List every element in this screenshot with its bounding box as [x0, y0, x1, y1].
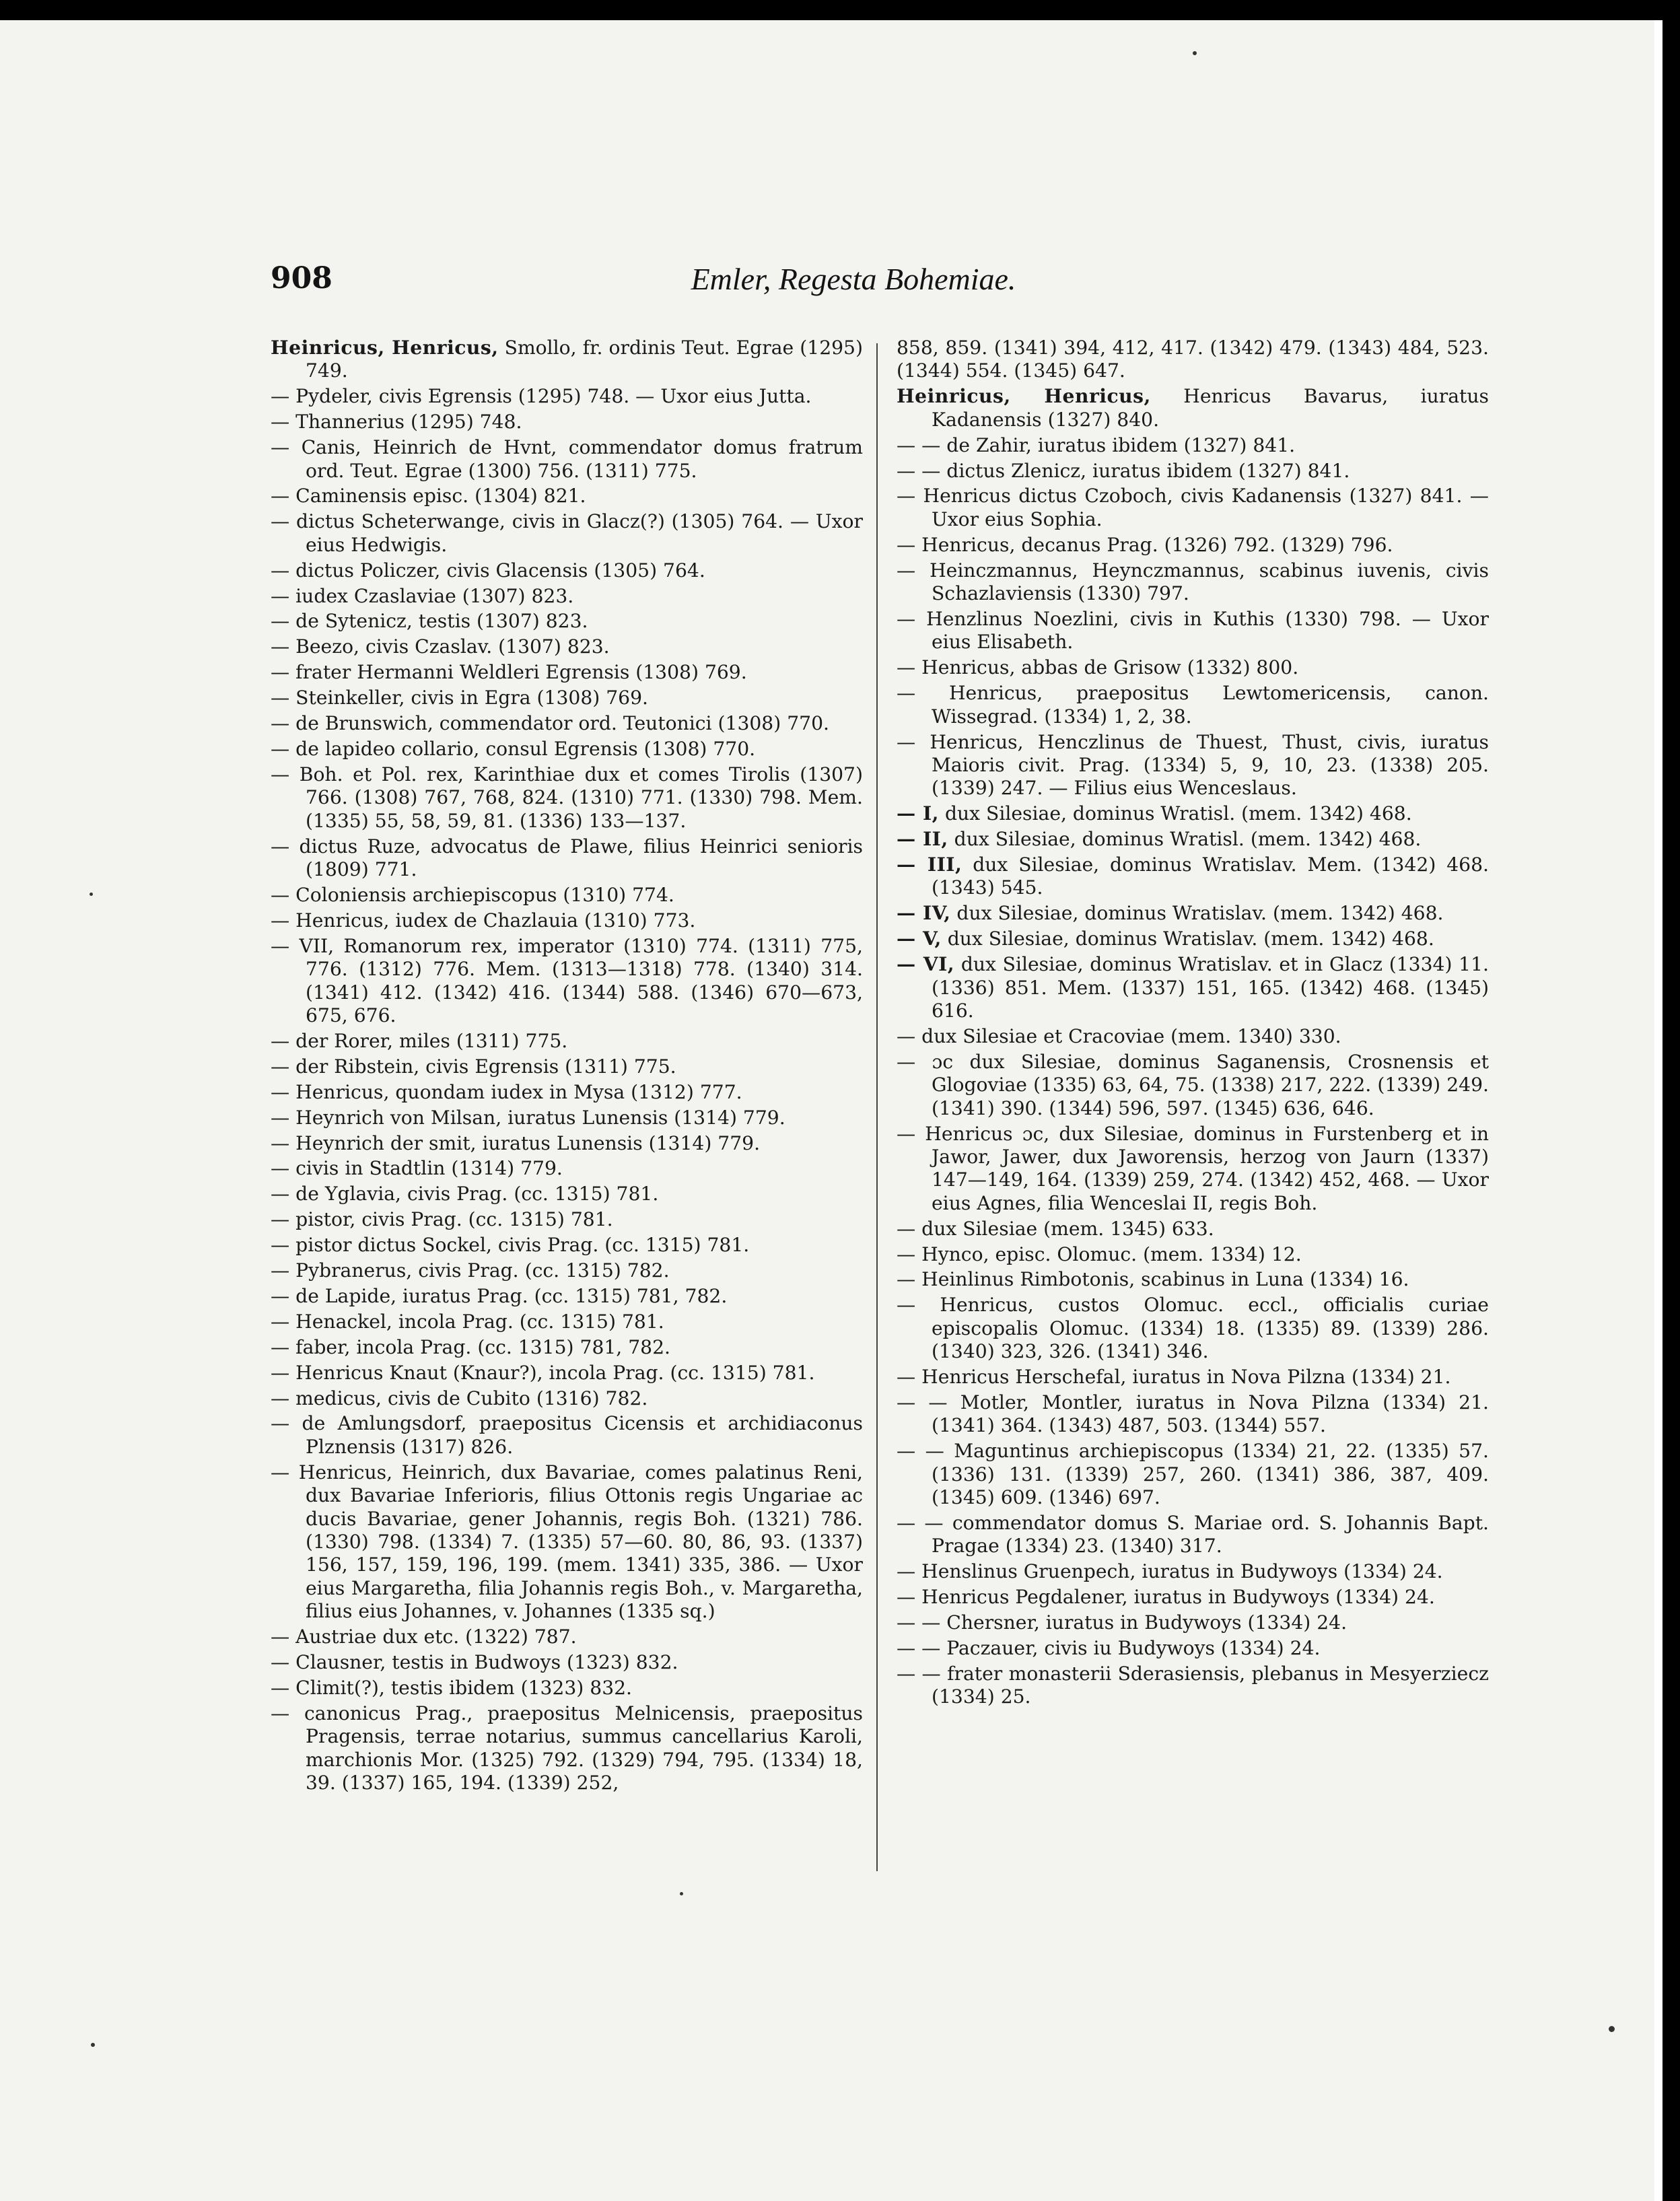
entry-text: — civis in Stadtlin (1314) 779.	[271, 1157, 563, 1180]
entry-text: — de Lapide, iuratus Prag. (cc. 1315) 781, 782.	[271, 1284, 728, 1307]
index-entry	[897, 853, 1489, 900]
index-entry	[897, 1123, 1489, 1216]
index-entry	[271, 1030, 863, 1053]
entry-text: — Henricus, Heinrich, dux Bavariae, comes palatinus Reni, dux Bavariae Inferioris, filius Ottonis regis Ungariae ac ducis Bavariae, gener Johannis, regis Boh. (1321) 786. (1330) 798. (1334) 7. (1335) 57—60. 80, 86, 93. (1337) 156, 157, 159, 196, 199. (mem. 1341) 335, 386. — Uxor eius Margaretha, filia Johannis regis Boh., v. Margaretha, filius eius Johannes, v. Johannes (1335 sq.)	[271, 1461, 863, 1623]
entry-text: dux Silesiae, dominus Wratisl. (mem. 1342) 468.	[939, 802, 1412, 825]
entry-text: — Henricus dictus Czoboch, civis Kadanensis (1327) 841. — Uxor eius Sophia.	[897, 485, 1489, 530]
index-entry	[897, 928, 1489, 950]
entry-text: — Henricus ɔc, dux Silesiae, dominus in Furstenberg et in Jawor, Jawer, dux Jaworensis, herzog von Jaurn (1337) 147—149, 164. (1339) 259, 274. (1342) 452, 468. — Uxor eius Agnes, filia Wenceslai II, regis Boh.	[897, 1122, 1489, 1214]
entry-text: — Henricus Knaut (Knaur?), incola Prag. (cc. 1315) 781.	[271, 1361, 815, 1384]
index-entry	[271, 1626, 863, 1648]
entry-text: — Henricus, praepositus Lewtomericensis, canon. Wissegrad. (1334) 1, 2, 38.	[897, 682, 1489, 728]
index-entry	[271, 610, 863, 633]
index-entry	[897, 1294, 1489, 1363]
entry-text: — de Brunswich, commendator ord. Teutonici (1308) 770.	[271, 712, 829, 735]
entry-text: — dictus Scheterwange, civis in Glacz(?) (1305) 764. — Uxor eius Hedwigis.	[271, 510, 863, 556]
index-entry	[897, 953, 1489, 1022]
index-entry	[271, 510, 863, 557]
entry-text: — Heynrich von Milsan, iuratus Lunensis (1314) 779.	[271, 1106, 785, 1129]
entry-text: — de lapideo collario, consul Egrensis (1308) 770.	[271, 738, 756, 760]
entry-text: — Henackel, incola Prag. (cc. 1315) 781.	[271, 1310, 664, 1333]
entry-text: — — Motler, Montler, iuratus in Nova Pilzna (1334) 21. (1341) 364. (1343) 487, 503. (1344) 557.	[897, 1391, 1489, 1437]
index-entry	[271, 1362, 863, 1385]
index-entry	[271, 337, 863, 383]
entry-text: — Caminensis episc. (1304) 821.	[271, 485, 586, 508]
entry-headword: Heinricus, Henricus,	[271, 337, 499, 359]
index-entry	[897, 385, 1489, 431]
index-entry	[271, 1183, 863, 1206]
entry-text: — Clausner, testis in Budwoys (1323) 832.	[271, 1651, 678, 1674]
index-entry	[897, 460, 1489, 483]
entry-text: — pistor dictus Sockel, civis Prag. (cc. 1315) 781.	[271, 1234, 750, 1257]
index-entry	[271, 1107, 863, 1129]
index-entry	[897, 559, 1489, 606]
index-entry	[271, 1157, 863, 1180]
index-entry	[271, 635, 863, 658]
dust-speck	[680, 1892, 683, 1895]
entry-text: dux Silesiae, dominus Wratisl. (mem. 1342) 468.	[948, 828, 1422, 851]
entry-text: — der Ribstein, civis Egrensis (1311) 775.	[271, 1055, 676, 1078]
index-entry	[271, 1311, 863, 1333]
entry-text: dux Silesiae, dominus Wratislav. Mem. (1342) 468. (1343) 545.	[932, 853, 1490, 899]
entry-text: — Henricus Herschefal, iuratus in Nova Pilzna (1334) 21.	[897, 1366, 1451, 1389]
entry-ordinal: — II,	[897, 828, 948, 851]
entry-text: dux Silesiae, dominus Wratislav. (mem. 1342) 468.	[941, 928, 1434, 950]
index-entry	[271, 935, 863, 1028]
index-entry	[897, 1391, 1489, 1438]
entry-text: — Boh. et Pol. rex, Karinthiae dux et comes Tirolis (1307) 766. (1308) 767, 768, 824. (1310) 771. (1330) 798. Mem. (1335) 55, 58, 59, 81. (1336) 133—137.	[271, 763, 863, 832]
entry-text: — faber, incola Prag. (cc. 1315) 781, 782.	[271, 1335, 670, 1358]
index-entry	[271, 1677, 863, 1700]
index-entry	[897, 1051, 1489, 1120]
index-entry	[271, 884, 863, 907]
running-title: Emler, Regesta Bohemiae.	[691, 262, 1016, 296]
entry-text: — dictus Ruze, advocatus de Plawe, filius Heinrici senioris (1809) 771.	[271, 835, 863, 881]
entry-text: — Henslinus Gruenpech, iuratus in Budywoys (1334) 24.	[897, 1560, 1443, 1583]
entry-ordinal: — IV,	[897, 902, 951, 925]
entry-text: — — de Zahir, iuratus ibidem (1327) 841.	[897, 433, 1296, 456]
entry-text: — Henricus, abbas de Grisow (1332) 800.	[897, 656, 1299, 679]
index-entry	[271, 1702, 863, 1795]
entry-text: — Pydeler, civis Egrensis (1295) 748. — Uxor eius Jutta.	[271, 385, 812, 408]
index-entry	[271, 585, 863, 608]
index-entry	[271, 1651, 863, 1674]
dust-speck	[1193, 51, 1197, 55]
index-entry	[897, 731, 1489, 800]
entry-text: Smollo, fr. ordinis Teut. Egrae (1295) 749.	[306, 337, 863, 382]
index-entry	[897, 1586, 1489, 1609]
entry-text: — Heinczmannus, Heynczmannus, scabinus iuvenis, civis Schazlaviensis (1330) 797.	[897, 559, 1489, 605]
entry-text: — Climit(?), testis ibidem (1323) 832.	[271, 1676, 633, 1699]
index-entry	[271, 1461, 863, 1623]
index-entry	[271, 1081, 863, 1104]
index-entry	[897, 337, 1489, 383]
entry-text: dux Silesiae, dominus Wratislav. et in Glacz (1334) 11. (1336) 851. Mem. (1337) 151, 165. (1342) 468. (1345) 616.	[932, 953, 1489, 1022]
entry-ordinal: — III,	[897, 853, 963, 876]
index-entry	[271, 687, 863, 709]
index-entry	[897, 1663, 1489, 1709]
entry-text: — — Paczauer, civis iu Budywoys (1334) 24.	[897, 1637, 1321, 1660]
index-entry	[897, 534, 1489, 557]
scan-border-right	[1663, 0, 1680, 2201]
index-column-right	[897, 337, 1489, 1711]
index-entry	[271, 1336, 863, 1359]
index-entry	[897, 1611, 1489, 1634]
index-entry	[271, 1285, 863, 1308]
index-entry	[897, 1218, 1489, 1241]
column-divider	[876, 343, 878, 1871]
entry-text: — — dictus Zlenicz, iuratus ibidem (1327) 841.	[897, 459, 1350, 482]
entry-text: — frater Hermanni Weldleri Egrensis (1308) 769.	[271, 661, 747, 684]
page-number: 908	[271, 261, 332, 295]
entry-headword: Heinricus, Henricus,	[897, 385, 1151, 408]
entry-text: — dux Silesiae et Cracoviae (mem. 1340) 330.	[897, 1024, 1341, 1047]
index-entry	[897, 828, 1489, 851]
entry-text: — VII, Romanorum rex, imperator (1310) 774. (1311) 775, 776. (1312) 776. Mem. (1313—1318) 778. (1340) 314. (1341) 412. (1342) 416. (1344) 588. (1346) 670—673, 675, 676.	[271, 934, 863, 1026]
dust-speck	[90, 893, 93, 896]
entry-text: — Henricus, Henczlinus de Thuest, Thust, civis, iuratus Maioris civit. Prag. (1334) 5, 9, 10, 23. (1338) 205. (1339) 247. — Filius eius Wenceslaus.	[897, 730, 1489, 800]
scan-border-top	[0, 0, 1680, 20]
index-entry	[271, 559, 863, 582]
index-entry	[271, 738, 863, 761]
entry-text: — — Chersner, iuratus in Budywoys (1334) 24.	[897, 1611, 1348, 1634]
entry-text: — canonicus Prag., praepositus Melnicensis, praepositus Pragensis, terrae notarius, summus cancellarius Karoli, marchionis Mor. (1325) 792. (1329) 794, 795. (1334) 18, 39. (1337) 165, 194. (1339) 252,	[271, 1702, 863, 1794]
entry-text: — Steinkeller, civis in Egra (1308) 769.	[271, 687, 649, 709]
index-entry	[897, 485, 1489, 531]
index-entry	[897, 1512, 1489, 1558]
index-entry	[271, 411, 863, 433]
index-entry	[271, 661, 863, 684]
index-entry	[897, 1560, 1489, 1583]
entry-text: — der Rorer, miles (1311) 775.	[271, 1029, 568, 1052]
index-entry	[271, 1259, 863, 1282]
index-entry	[897, 802, 1489, 825]
entry-text: — Heinlinus Rimbotonis, scabinus in Luna (1334) 16.	[897, 1268, 1409, 1291]
entry-text: — Henricus, decanus Prag. (1326) 792. (1329) 796.	[897, 533, 1393, 556]
index-entry	[271, 712, 863, 735]
index-entry	[271, 909, 863, 932]
index-entry	[271, 1234, 863, 1257]
index-entry	[271, 1208, 863, 1231]
entry-ordinal: — V,	[897, 928, 942, 950]
entry-ordinal: — VI,	[897, 953, 955, 976]
index-entry	[271, 763, 863, 833]
index-entry	[897, 656, 1489, 679]
entry-text: — ɔc dux Silesiae, dominus Saganensis, Crosnensis et Glogoviae (1335) 63, 64, 75. (1338) 217, 222. (1339) 249. (1341) 390. (1344) 596, 597. (1345) 636, 646.	[897, 1050, 1489, 1119]
index-entry	[897, 1025, 1489, 1048]
entry-text: — Henricus Pegdalener, iuratus in Budywoys (1334) 24.	[897, 1586, 1435, 1609]
entry-text: — Pybranerus, civis Prag. (cc. 1315) 782.	[271, 1259, 670, 1282]
index-entry	[897, 608, 1489, 654]
index-column-left	[271, 337, 863, 1797]
entry-text: — iudex Czaslaviae (1307) 823.	[271, 584, 574, 607]
entry-text: — dictus Policzer, civis Glacensis (1305) 764.	[271, 559, 705, 582]
index-entry	[271, 1132, 863, 1155]
entry-text: — Heynrich der smit, iuratus Lunensis (1314) 779.	[271, 1131, 761, 1154]
entry-text: — Austriae dux etc. (1322) 787.	[271, 1626, 577, 1648]
entry-text: — de Amlungsdorf, praepositus Cicensis et archidiaconus Plznensis (1317) 826.	[271, 1412, 863, 1458]
index-entry	[897, 902, 1489, 925]
entry-ordinal: — I,	[897, 802, 939, 825]
entry-text: — Henricus, iudex de Chazlauia (1310) 773.	[271, 909, 696, 932]
entry-text: — Canis, Heinrich de Hvnt, commendator domus fratrum ord. Teut. Egrae (1300) 756. (1311) 775.	[271, 436, 863, 482]
entry-text: — Hynco, episc. Olomuc. (mem. 1334) 12.	[897, 1243, 1302, 1265]
entry-text: dux Silesiae, dominus Wratislav. (mem. 1342) 468.	[950, 902, 1444, 925]
entry-text: — Henricus, quondam iudex in Mysa (1312) 777.	[271, 1080, 742, 1103]
entry-text: — pistor, civis Prag. (cc. 1315) 781.	[271, 1208, 613, 1231]
index-entry	[271, 835, 863, 882]
index-entry	[271, 1387, 863, 1410]
entry-text: — de Sytenicz, testis (1307) 823.	[271, 610, 588, 633]
entry-text: — Beezo, civis Czaslav. (1307) 823.	[271, 635, 610, 658]
entry-text: 858, 859. (1341) 394, 412, 417. (1342) 479. (1343) 484, 523. (1344) 554. (1345) 647.	[897, 337, 1489, 382]
entry-text: — Thannerius (1295) 748.	[271, 411, 522, 433]
entry-text: — Henzlinus Noezlini, civis in Kuthis (1330) 798. — Uxor eius Elisabeth.	[897, 607, 1489, 654]
index-entry	[271, 485, 863, 508]
index-entry	[897, 1440, 1489, 1509]
index-entry	[897, 1243, 1489, 1266]
index-entry	[897, 1366, 1489, 1389]
entry-text: — Coloniensis archiepiscopus (1310) 774.	[271, 883, 674, 906]
entry-text: — — commendator domus S. Mariae ord. S. Johannis Bapt. Pragae (1334) 23. (1340) 317.	[897, 1512, 1489, 1558]
index-entry	[897, 682, 1489, 728]
entry-text: — de Yglavia, civis Prag. (cc. 1315) 781.	[271, 1183, 659, 1206]
index-entry	[271, 1412, 863, 1459]
entry-text: — Henricus, custos Olomuc. eccl., officialis curiae episcopalis Olomuc. (1334) 18. (1335) 89. (1339) 286. (1340) 323, 326. (1341) 346.	[897, 1294, 1489, 1363]
index-entry	[271, 385, 863, 408]
index-entry	[271, 436, 863, 483]
entry-text: Henricus Bavarus, iuratus Kadanensis (1327) 840.	[932, 385, 1490, 431]
dust-speck	[91, 2043, 95, 2047]
index-entry	[897, 434, 1489, 457]
dust-speck	[1609, 2026, 1615, 2032]
index-entry	[897, 1637, 1489, 1660]
entry-text: — — frater monasterii Sderasiensis, plebanus in Mesyerziecz (1334) 25.	[897, 1662, 1489, 1708]
index-entry	[271, 1055, 863, 1078]
entry-text: — medicus, civis de Cubito (1316) 782.	[271, 1387, 648, 1409]
entry-text: — dux Silesiae (mem. 1345) 633.	[897, 1217, 1214, 1240]
entry-text: — — Maguntinus archiepiscopus (1334) 21, 22. (1335) 57. (1336) 131. (1339) 257, 260. (1341) 386, 387, 409. (1345) 609. (1346) 697.	[897, 1440, 1489, 1509]
index-entry	[897, 1268, 1489, 1291]
